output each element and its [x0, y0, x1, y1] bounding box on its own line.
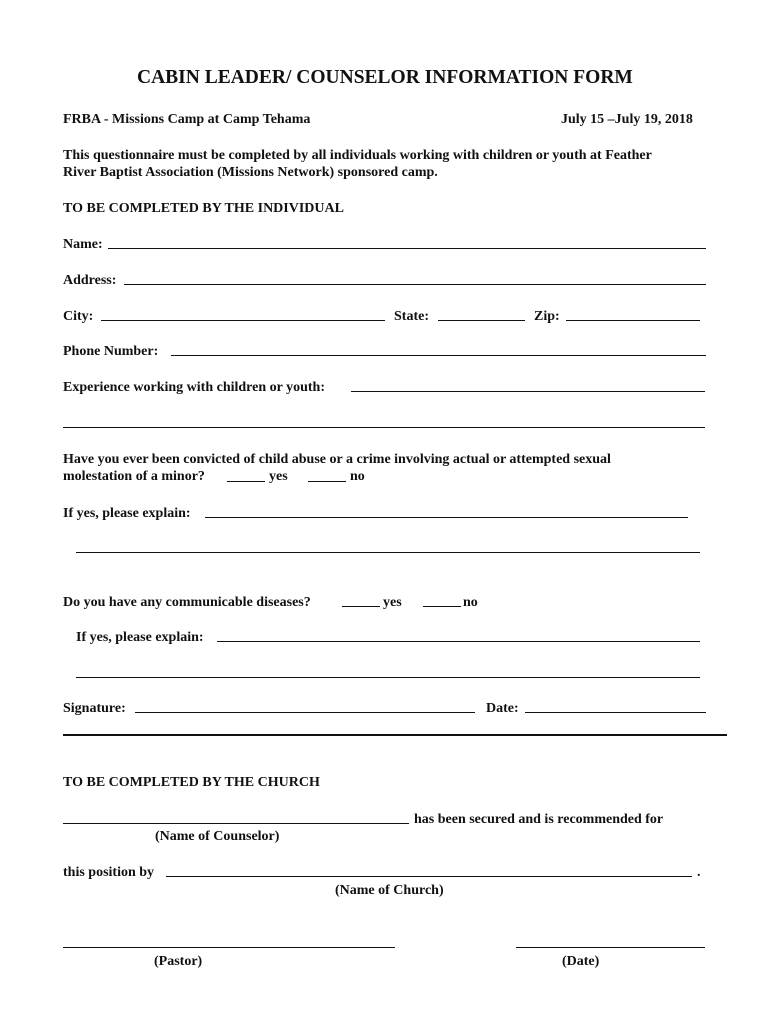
- counselor-name-field[interactable]: [63, 823, 409, 824]
- disease-explain-field[interactable]: [217, 641, 700, 642]
- counselor-caption: (Name of Counselor): [155, 829, 280, 844]
- church-date-caption: (Date): [562, 954, 600, 969]
- name-label: Name:: [63, 237, 103, 252]
- pastor-caption: (Pastor): [154, 954, 203, 969]
- experience-field-continued[interactable]: [63, 427, 705, 428]
- experience-field[interactable]: [351, 391, 705, 392]
- intro-text-line-2: River Baptist Association (Missions Network) sponsored camp.: [63, 165, 438, 180]
- conviction-yes-label: yes: [269, 469, 288, 484]
- recommend-text: has been secured and is recommended for: [414, 812, 664, 827]
- church-name-field[interactable]: [166, 876, 692, 877]
- section-divider: [63, 734, 727, 736]
- position-label: this position by: [63, 865, 155, 880]
- city-label: City:: [63, 309, 94, 324]
- event-name: FRBA - Missions Camp at Camp Tehama: [63, 112, 311, 127]
- pastor-signature-field[interactable]: [63, 947, 395, 948]
- conviction-yes-blank[interactable]: [227, 481, 265, 482]
- phone-field[interactable]: [171, 355, 706, 356]
- name-field[interactable]: [108, 248, 706, 249]
- disease-no-label: no: [463, 595, 478, 610]
- city-field[interactable]: [101, 320, 385, 321]
- conviction-no-blank[interactable]: [308, 481, 346, 482]
- individual-section-heading: TO BE COMPLETED BY THE INDIVIDUAL: [63, 201, 344, 216]
- church-caption: (Name of Church): [335, 883, 444, 898]
- state-field[interactable]: [438, 320, 525, 321]
- conviction-explain-field-continued[interactable]: [76, 552, 700, 553]
- signature-field[interactable]: [135, 712, 475, 713]
- event-dates: July 15 –July 19, 2018: [561, 112, 693, 127]
- experience-label: Experience working with children or youth:: [63, 380, 325, 395]
- date-label: Date:: [486, 701, 519, 716]
- conviction-explain-label: If yes, please explain:: [63, 506, 191, 521]
- zip-field[interactable]: [566, 320, 700, 321]
- conviction-question-line-1: Have you ever been convicted of child abuse or a crime involving actual or attempted sexual: [63, 452, 611, 467]
- disease-no-blank[interactable]: [423, 606, 461, 607]
- form-title: CABIN LEADER/ COUNSELOR INFORMATION FORM: [137, 67, 633, 88]
- phone-label: Phone Number:: [63, 344, 159, 359]
- address-field[interactable]: [124, 284, 706, 285]
- intro-text-line-1: This questionnaire must be completed by all individuals working with children or youth at Feather: [63, 148, 652, 163]
- conviction-explain-field[interactable]: [205, 517, 688, 518]
- zip-label: Zip:: [534, 309, 560, 324]
- disease-explain-label: If yes, please explain:: [76, 630, 204, 645]
- disease-yes-blank[interactable]: [342, 606, 380, 607]
- church-date-field[interactable]: [516, 947, 705, 948]
- conviction-no-label: no: [350, 469, 365, 484]
- disease-question: Do you have any communicable diseases?: [63, 595, 311, 610]
- state-label: State:: [394, 309, 429, 324]
- disease-yes-label: yes: [383, 595, 402, 610]
- church-section-heading: TO BE COMPLETED BY THE CHURCH: [63, 775, 320, 790]
- date-field[interactable]: [525, 712, 706, 713]
- position-period: .: [697, 865, 701, 880]
- address-label: Address:: [63, 273, 117, 288]
- signature-label: Signature:: [63, 701, 126, 716]
- conviction-question-line-2: molestation of a minor?: [63, 469, 205, 484]
- disease-explain-field-continued[interactable]: [76, 677, 700, 678]
